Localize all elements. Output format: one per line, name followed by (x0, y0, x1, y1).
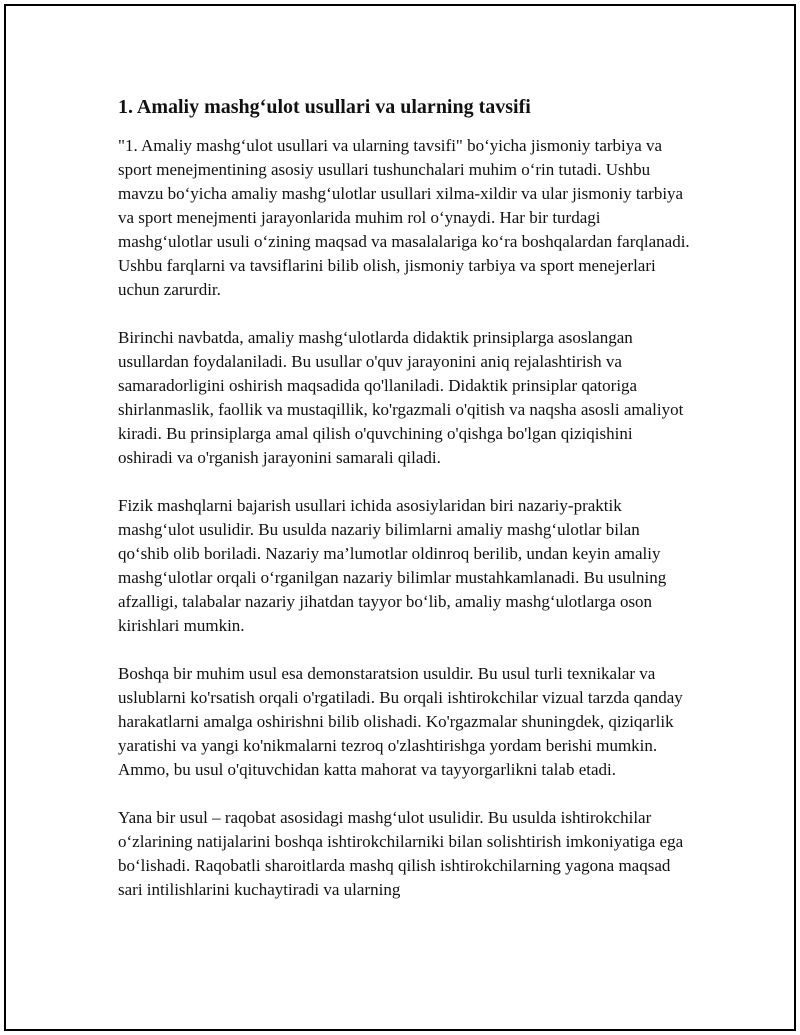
paragraph-didactic-principles: Birinchi navbatda, amaliy mashg‘ulotlarda didaktik prinsiplarga asoslangan usullardan foydalaniladi. Bu usullar o'quv jarayonini aniq rejalashtirish va samaradorligini oshirish maqsadida qo'llaniladi. Didaktik prinsiplar qatoriga shirlanmaslik, faollik va mustaqillik, ko'rgazmali o'qitish va naqsha asosli amaliyot kiradi. Bu prinsiplarga amal qilish o'quvchining o'qishga bo'lgan qiziqishini oshiradi va o'rganish jarayonini samarali qiladi. (118, 328, 684, 467)
paragraph-intro: "1. Amaliy mashg‘ulot usullari va ularning tavsifi" bo‘yicha jismoniy tarbiya va sport menejmentining asosiy usullari tushunchalari muhim o‘rin tutadi. Ushbu mavzu bo‘yicha amaliy mashg‘ulotlar usullari xilma-xildir va ular jismoniy tarbiya va sport menejmenti jarayonlarida muhim rol o‘ynaydi. Har bir turdagi mashg‘ulotlar usuli o‘zining maqsad va masalalariga ko‘ra boshqalardan farqlanadi. Ushbu farqlarni va tavsiflarini bilib olish, jismoniy tarbiya va sport menejerlari uchun zarurdir. (118, 136, 690, 299)
document-body (118, 92, 690, 926)
paragraph-competition-method: Yana bir usul – raqobat asosidagi mashg‘ulot usulidir. Bu usulda ishtirokchilar o‘zlarining natijalarini boshqa ishtirokchilarniki bilan solishtirish imkoniyatiga ega bo‘lishadi. Raqobatli sharoitlarda mashq qilish ishtirokchilarning yagona maqsad sari intilishlarini kuchaytiradi va ularning (118, 808, 684, 899)
section-heading: 1. Amaliy mashg‘ulot usullari va ularning tavsifi (118, 96, 531, 118)
paragraph-demonstration-method: Boshqa bir muhim usul esa demonstaratsion usuldir. Bu usul turli texnikalar va uslublarni ko'rsatish orqali o'rgatiladi. Bu orqali ishtirokchilar vizual tarzda qanday harakatlarni amalga oshirishni bilib olishadi. Ko'rgazmalar shuningdek, qiziqarlik yaratishi va yangi ko'nikmalarni tezroq o'zlashtirishga yordam berishi mumkin. Ammo, bu usul o'qituvchidan katta mahorat va tayyorgarlikni talab etadi. (118, 664, 683, 779)
paragraph-theory-practice-method: Fizik mashqlarni bajarish usullari ichida asosiylaridan biri nazariy-praktik mashg‘ulot usulidir. Bu usulda nazariy bilimlarni amaliy mashg‘ulotlar bilan qo‘shib olib boriladi. Nazariy ma’lumotlar oldinroq berilib, undan keyin amaliy mashg‘ulotlar orqali o‘rganilgan nazariy bilimlar mustahkamlanadi. Bu usulning afzalligi, talabalar nazariy jihatdan tayyor bo‘lib, amaliy mashg‘ulotlarga oson kirishlari mumkin. (118, 496, 667, 635)
